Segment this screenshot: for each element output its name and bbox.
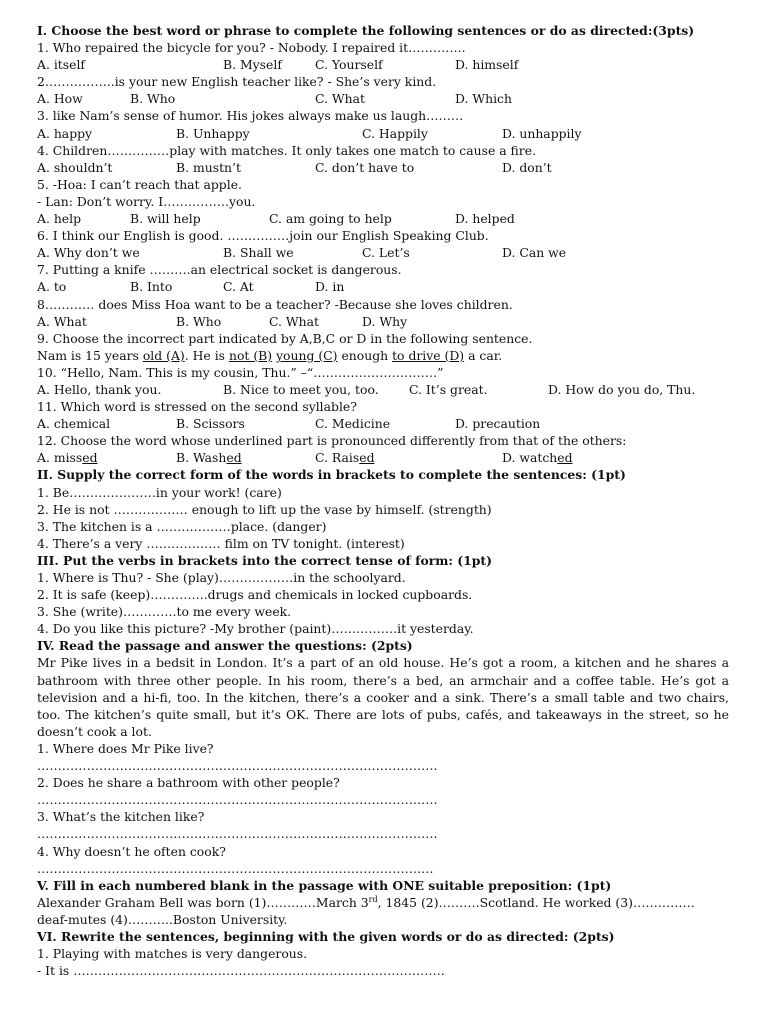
underlined-part-c: young (C) [276, 347, 338, 363]
option-d [502, 449, 573, 466]
option-b: B. Into [130, 279, 173, 295]
option-a: A. shouldn’t [37, 159, 113, 175]
question-text: 8………… does Miss Hoa want to be a teacher? -Because she loves children. [37, 296, 513, 312]
question-9 [37, 330, 729, 364]
answer-line: ……………………………………………………………………………………. [37, 758, 438, 774]
question-text: 4. Children……………play with matches. It only takes one match to cause a fire. [37, 142, 537, 158]
verb-tense-item: 2. It is safe (keep)…………..drugs and chemicals in locked cupboards. [37, 587, 473, 603]
options [37, 449, 729, 466]
section-3-heading: III. Put the verbs in brackets into the correct tense of form: (1pt) [37, 552, 492, 568]
word-form-item: 2. He is not ……………… enough to lift up the vase by himself. (strength) [37, 501, 492, 517]
rewrite-answer-line: - It is ……………………………………………………………………………… [37, 963, 445, 979]
option-b: B. Who [130, 91, 176, 107]
option-stem: C. Rais [315, 450, 360, 466]
word-form-item: 3. The kitchen is a ………………place. (danger) [37, 518, 327, 534]
answer-line: …………………………………………………………………………………… [37, 860, 434, 876]
question-5 [37, 176, 729, 227]
rewrite-question: 1. Playing with matches is very dangerous. [37, 946, 308, 962]
option-d: D. helped [455, 211, 515, 227]
underlined-part-d: to drive (D) [392, 347, 465, 363]
option-d: D. himself [455, 57, 519, 73]
question-text: 5. -Hoa: I can’t reach that apple. [37, 176, 242, 192]
options [37, 90, 729, 107]
verb-tense-item: 3. She (write)………….to me every week. [37, 604, 292, 620]
option-c: C. am going to help [269, 211, 392, 227]
option-b [176, 449, 242, 466]
option-c: C. What [315, 91, 365, 107]
question-1 [37, 39, 729, 73]
option-c: C. don’t have to [315, 159, 415, 175]
section-5-heading: V. Fill in each numbered blank in the passage with ONE suitable preposition: (1pt) [37, 877, 612, 893]
word-form-item: 1. Be…………………in your work! (care) [37, 484, 282, 500]
options [37, 159, 729, 176]
option-b: B. mustn’t [176, 159, 241, 175]
question-3 [37, 107, 729, 141]
question-text-line-2: - Lan: Don’t worry. I…………….you. [37, 193, 256, 209]
option-a [37, 449, 98, 466]
section-4-heading: IV. Read the passage and answer the questions: (2pts) [37, 638, 413, 654]
answer-line: ……………………………………………………………………………………. [37, 792, 438, 808]
reading-passage: Mr Pike lives in a bedsit in London. It’s a part of an old house. He’s got a room, a kitchen and he shares a bathroom with three other people. In his room, there’s a bed, an armchair and a coffee table. He’s got a television and a hi-fi, too. In the kitchen, there’s a cooker and a sink. There’s a small table and two chairs, too. The kitchen’s quite small, but it’s OK. There are lots of pubs, cafés, and takeaways in the street, so he doesn’t cook a lot. [37, 655, 729, 739]
option-b: B. Scissors [176, 416, 245, 432]
options [37, 313, 729, 330]
reading-question: 2. Does he share a bathroom with other people? [37, 775, 340, 791]
reading-question: 3. What’s the kitchen like? [37, 809, 205, 825]
option-d: D. unhappily [502, 125, 582, 141]
underlined-ending: ed [82, 450, 98, 466]
option-d: D. don’t [502, 159, 552, 175]
option-a: A. happy [37, 125, 93, 141]
options [37, 210, 729, 227]
section-6-heading: VI. Rewrite the sentences, beginning with the given words or do as directed: (2pts) [37, 928, 615, 944]
question-text: 1. Who repaired the bicycle for you? - Nobody. I repaired it………….. [37, 40, 466, 56]
question-text: 3. like Nam’s sense of humor. His jokes always make us laugh……… [37, 108, 464, 124]
question-11 [37, 398, 729, 432]
option-d: D. How do you do, Thu. [548, 381, 696, 397]
question-text: 6. I think our English is good. ……………join our English Speaking Club. [37, 228, 489, 244]
option-b: B. Nice to meet you, too. [223, 381, 379, 397]
option-d: D. Why [362, 313, 408, 329]
options [37, 415, 729, 432]
option-c: C. Medicine [315, 416, 391, 432]
option-d: D. Can we [502, 245, 567, 261]
underlined-part-b: not (B) [228, 347, 273, 363]
preposition-passage-line-1 [37, 894, 729, 911]
ordinal-suffix: rd [368, 894, 378, 904]
option-b: B. Shall we [223, 245, 294, 261]
sentence-part: Nam is 15 years [37, 347, 143, 363]
question-text: 12. Choose the word whose underlined part is pronounced differently from that of the others: [37, 433, 627, 449]
option-b: B. Myself [223, 57, 282, 73]
question-7 [37, 261, 729, 295]
reading-question: 1. Where does Mr Pike live? [37, 740, 214, 756]
option-a: A. chemical [37, 416, 111, 432]
option-a: A. to [37, 279, 67, 295]
worksheet [37, 22, 729, 979]
options [37, 56, 729, 73]
options [37, 278, 729, 295]
question-10 [37, 364, 729, 398]
option-c: C. Happily [362, 125, 428, 141]
question-text: 10. “Hello, Nam. This is my cousin, Thu.” –“…………………………” [37, 364, 444, 380]
passage-text: Alexander Graham Bell was born (1)…………March 3 [37, 894, 369, 910]
option-a: A. Hello, thank you. [37, 381, 162, 397]
question-2 [37, 73, 729, 107]
option-a: A. Why don’t we [37, 245, 140, 261]
sentence-part: a car. [464, 347, 503, 363]
answer-line: ……………………………………………………………………………………. [37, 826, 438, 842]
question-text: 2……………..is your new English teacher like? - She’s very kind. [37, 74, 437, 90]
question-12 [37, 432, 729, 466]
option-d: D. precaution [455, 416, 541, 432]
option-a: A. How [37, 91, 83, 107]
option-a: A. itself [37, 57, 86, 73]
option-stem: B. Wash [176, 450, 227, 466]
underlined-part-a: old (A) [142, 347, 185, 363]
sentence-part: enough [337, 347, 393, 363]
option-d: D. in [315, 279, 345, 295]
question-text: 9. Choose the incorrect part indicated by A,B,C or D in the following sentence. [37, 330, 533, 346]
option-b: B. Who [176, 313, 222, 329]
underlined-ending: ed [359, 450, 375, 466]
option-b: B. Unhappy [176, 125, 250, 141]
option-a: A. help [37, 211, 82, 227]
underlined-ending: ed [226, 450, 242, 466]
option-stem: A. miss [37, 450, 83, 466]
option-c: C. At [223, 279, 254, 295]
preposition-passage-line-2: deaf-mutes (4)………..Boston University. [37, 911, 288, 927]
reading-question: 4. Why doesn’t he often cook? [37, 843, 226, 859]
verb-tense-item: 1. Where is Thu? - She (play)………………in the schoolyard. [37, 570, 406, 585]
sentence-part: . He is [184, 347, 229, 363]
passage-text: , 1845 (2)……….Scotland. He worked (3)…………… [377, 894, 695, 910]
option-b: B. will help [130, 211, 201, 227]
question-6 [37, 227, 729, 261]
option-stem: D. watch [502, 450, 558, 466]
question-4 [37, 142, 729, 176]
option-c: C. Yourself [315, 57, 383, 73]
underlined-ending: ed [557, 450, 573, 466]
verb-tense-item: 4. Do you like this picture? -My brother (paint)…………….it yesterday. [37, 621, 474, 637]
option-c: C. Let’s [362, 245, 410, 261]
option-c: C. What [269, 313, 319, 329]
question-text: 7. Putting a knife ……….an electrical socket is dangerous. [37, 262, 402, 278]
option-c: C. It’s great. [409, 381, 488, 397]
question-8 [37, 296, 729, 330]
section-2-heading: II. Supply the correct form of the words in brackets to complete the sentences: (1pt) [37, 467, 626, 483]
word-form-item: 4. There’s a very ……………… film on TV tonight. (interest) [37, 535, 405, 551]
options [37, 125, 729, 142]
question-text: 11. Which word is stressed on the second syllable? [37, 399, 357, 415]
error-sentence [37, 347, 729, 364]
option-a: A. What [37, 313, 87, 329]
option-d: D. Which [455, 91, 512, 107]
option-c [315, 449, 375, 466]
section-1-heading: I. Choose the best word or phrase to complete the following sentences or do as directed:(3pts) [37, 23, 695, 38]
options [37, 381, 729, 398]
options [37, 244, 729, 261]
